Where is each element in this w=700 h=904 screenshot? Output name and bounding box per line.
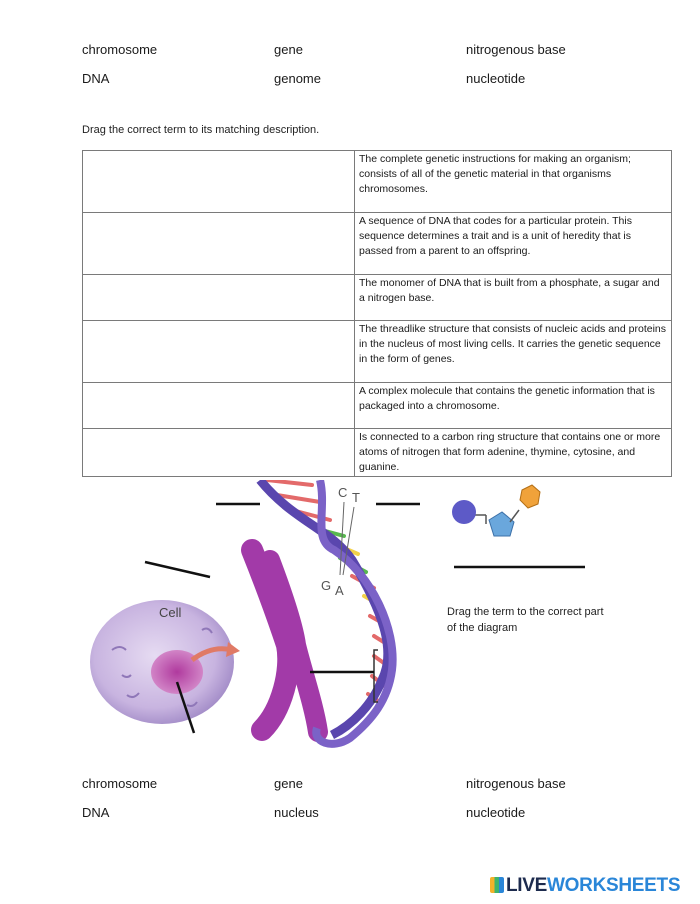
diagram-instruction: Drag the term to the correct part of the diagram	[447, 606, 604, 634]
cell-label: Cell	[159, 605, 182, 620]
table-row	[83, 213, 672, 275]
nucleotide-image	[452, 485, 540, 536]
drop-zone[interactable]	[83, 151, 355, 213]
description-cell: The threadlike structure that consists of nucleic acids and proteins in the nucleus of most living cells. It carries the genetic sequence in the form of genes.	[355, 321, 672, 383]
description-cell: Is connected to a carbon ring structure that contains one or more atoms of nitrogen that form adenine, thymine, cytosine, and guanine.	[355, 429, 672, 477]
drop-zone[interactable]	[83, 275, 355, 321]
term-nitrogenous-base[interactable]: nitrogenous base	[466, 42, 566, 57]
term-nitrogenous-base[interactable]: nitrogenous base	[466, 776, 566, 791]
logo-icon	[490, 877, 504, 893]
drop-zone[interactable]	[83, 383, 355, 429]
base-label-c: C	[338, 485, 348, 500]
term-dna[interactable]: DNA	[82, 71, 110, 86]
term-dna[interactable]: DNA	[82, 805, 110, 820]
matching-instruction: Drag the correct term to its matching description.	[82, 124, 320, 136]
description-cell: A complex molecule that contains the genetic information that is packaged into a chromosome.	[355, 383, 672, 429]
term-nucleus[interactable]: nucleus	[274, 805, 319, 820]
table-row	[83, 383, 672, 429]
description-cell: A sequence of DNA that codes for a particular protein. This sequence determines a trait and is a unit of heredity that is passed from a parent to an offspring.	[355, 213, 672, 275]
drop-zone[interactable]	[83, 429, 355, 477]
table-row	[83, 151, 672, 213]
table-row	[83, 429, 672, 477]
term-gene[interactable]: gene	[274, 776, 303, 791]
base-label-t: T	[352, 490, 360, 505]
liveworksheets-logo: LIVEWORKSHEETS	[490, 875, 680, 897]
matching-table	[82, 150, 672, 477]
term-nucleotide[interactable]: nucleotide	[466, 805, 526, 820]
term-chromosome[interactable]: chromosome	[82, 42, 158, 57]
base-label-a: A	[335, 583, 344, 598]
term-nucleotide[interactable]: nucleotide	[466, 71, 526, 86]
chromosome-image	[252, 550, 318, 732]
table-row	[83, 321, 672, 383]
base-label-g: G	[321, 578, 332, 593]
drop-line-chromosome[interactable]	[145, 562, 210, 577]
description-cell: The complete genetic instructions for making an organism; consists of all of the genetic material in that organisms chromosomes.	[355, 151, 672, 213]
drop-zone[interactable]	[83, 321, 355, 383]
term-genome[interactable]: genome	[274, 71, 321, 86]
term-gene[interactable]: gene	[274, 42, 303, 57]
term-chromosome[interactable]: chromosome	[82, 776, 158, 791]
description-cell: The monomer of DNA that is built from a phosphate, a sugar and a nitrogen base.	[355, 275, 672, 321]
drop-zone[interactable]	[83, 213, 355, 275]
table-row	[83, 275, 672, 321]
